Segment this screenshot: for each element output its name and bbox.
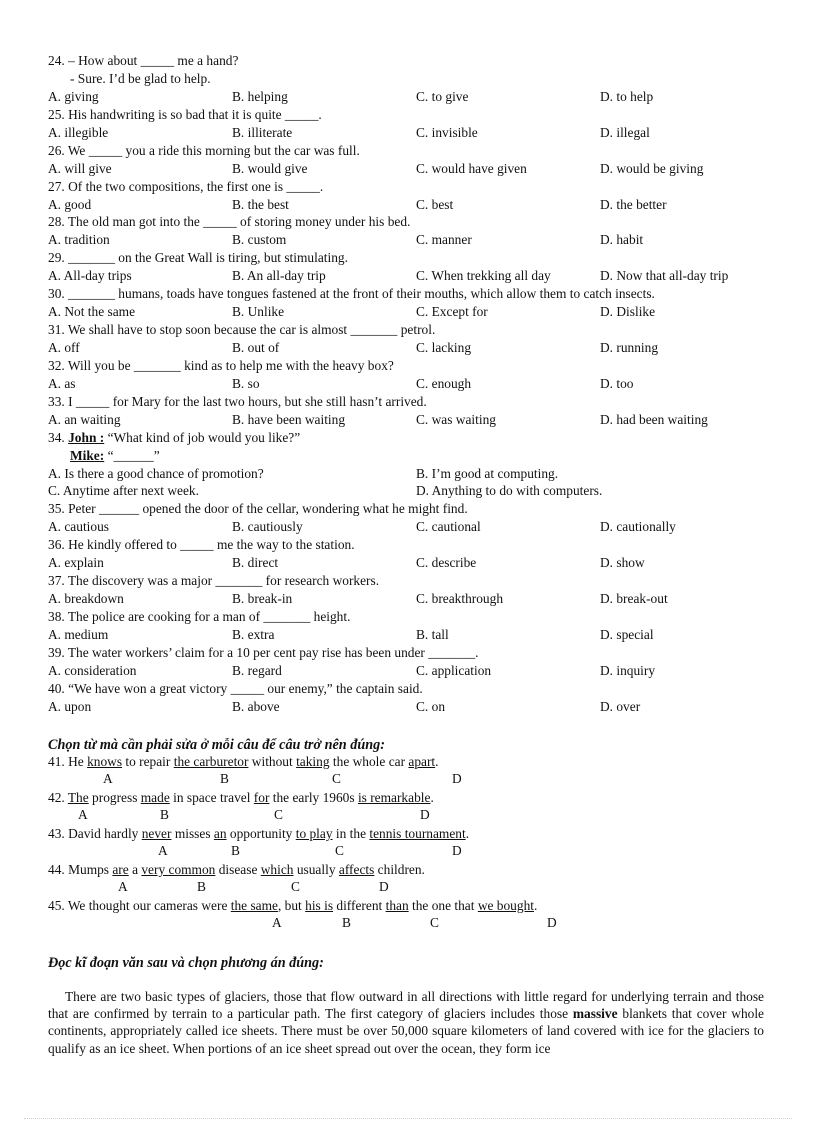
question-34-reply [70, 447, 160, 465]
underlined-option: to play [295, 826, 333, 841]
sentence-text: 42. [48, 790, 68, 805]
underlined-option: the same [230, 898, 278, 913]
option-b: B. illiterate [232, 125, 293, 140]
option-b: B. I’m good at computing. [416, 466, 559, 481]
sentence-text: opportunity [226, 826, 296, 841]
option-c: C. Except for [416, 304, 488, 319]
question-36-stem: 36. He kindly offered to _____ me the way to the station. [48, 537, 355, 552]
reading-passage [48, 988, 764, 1057]
option-a: A. illegible [48, 125, 109, 140]
option-c: B. tall [416, 627, 449, 642]
underlined-option: for [253, 790, 270, 805]
option-b: B. extra [232, 627, 275, 642]
option-c: C. to give [416, 89, 469, 104]
question-37-stem: 37. The discovery was a major _______ for research workers. [48, 573, 380, 588]
question-30-stem: 30. _______ humans, toads have tongues fastened at the front of their mouths, which allow them to catch insects. [48, 286, 655, 301]
sentence-text: the one that [408, 898, 478, 913]
underlined-option: affects [338, 862, 375, 877]
option-a: A. consideration [48, 663, 137, 678]
choice-letter: B [197, 879, 206, 894]
option-a: A. breakdown [48, 591, 124, 606]
speaker-john: John : [68, 430, 105, 445]
option-c: C. Anytime after next week. [48, 483, 199, 498]
page-footer-divider [24, 1118, 792, 1119]
choice-letter: D [452, 843, 462, 858]
option-b: B. have been waiting [232, 412, 346, 427]
option-d: D. break-out [600, 591, 668, 606]
question-34-stem [48, 429, 300, 447]
option-d: D. cautionally [600, 519, 676, 534]
question-38-stem: 38. The police are cooking for a man of _______ height. [48, 609, 351, 624]
error-sentence-42 [48, 789, 434, 807]
underlined-option: an [213, 826, 227, 841]
option-c: C. When trekking all day [416, 268, 551, 283]
option-a: A. medium [48, 627, 109, 642]
choice-letter: D [452, 771, 462, 786]
underlined-option: made [140, 790, 170, 805]
question-40-stem: 40. “We have won a great victory _____ our enemy,” the captain said. [48, 681, 423, 696]
option-a: A. tradition [48, 232, 110, 247]
underlined-option: than [385, 898, 409, 913]
choice-letter: C [291, 879, 300, 894]
option-d: D. illegal [600, 125, 650, 140]
passage-text-start: There are two basic types of glaciers, those that flow outward in all directions with little regard for underlying terrain and those that are confirmed by terrain to a particular path. The first category of glaciers includes those [48, 989, 764, 1022]
sentence-text: different [333, 898, 386, 913]
choice-letter: C [332, 771, 341, 786]
underlined-option: very common [141, 862, 216, 877]
underlined-option: are [112, 862, 129, 877]
sentence-text: to repair [122, 754, 174, 769]
choice-letter: B [231, 843, 240, 858]
option-b: B. the best [232, 197, 289, 212]
choice-letter: B [342, 915, 351, 930]
option-c: C. breakthrough [416, 591, 504, 606]
option-d: D. too [600, 376, 634, 391]
option-b: B. An all-day trip [232, 268, 326, 283]
option-a: A. off [48, 340, 80, 355]
option-b: B. Unlike [232, 304, 285, 319]
underlined-option: is remarkable [357, 790, 431, 805]
option-d: D. to help [600, 89, 654, 104]
option-c: C. best [416, 197, 454, 212]
option-c: C. describe [416, 555, 477, 570]
underlined-option: tennis tournament [369, 826, 466, 841]
sentence-text: . [534, 898, 538, 913]
option-c: C. application [416, 663, 492, 678]
option-b: B. above [232, 699, 280, 714]
question-29-stem: 29. _______ on the Great Wall is tiring, but stimulating. [48, 250, 348, 265]
choice-letter: D [379, 879, 389, 894]
option-a: A. cautious [48, 519, 109, 534]
option-d: D. inquiry [600, 663, 656, 678]
underlined-option: The [67, 790, 89, 805]
sentence-text: in the [332, 826, 370, 841]
question-24-stem: 24. – How about _____ me a hand? [48, 53, 239, 68]
option-a: A. All-day trips [48, 268, 132, 283]
sentence-text: without [248, 754, 297, 769]
option-c: C. lacking [416, 340, 472, 355]
option-d: D. Anything to do with computers. [416, 483, 603, 498]
choice-letter: C [274, 807, 283, 822]
choice-letter: D [547, 915, 557, 930]
choice-letter: C [335, 843, 344, 858]
choice-letter: A [118, 879, 128, 894]
sentence-text: usually [293, 862, 339, 877]
choice-letter: A [158, 843, 168, 858]
option-a: A. upon [48, 699, 92, 714]
sentence-text: . [465, 826, 470, 841]
sentence-text: a [128, 862, 142, 877]
option-c: C. would have given [416, 161, 527, 176]
choice-letter: B [160, 807, 169, 822]
option-a: A. explain [48, 555, 104, 570]
question-number: 34. [48, 430, 65, 445]
option-c: C. manner [416, 232, 472, 247]
sentence-text: disease [215, 862, 261, 877]
option-b: B. cautiously [232, 519, 303, 534]
error-sentence-44 [48, 861, 425, 879]
question-39-stem: 39. The water workers’ claim for a 10 per cent pay rise has been under _______. [48, 645, 479, 660]
question-35-stem: 35. Peter ______ opened the door of the cellar, wondering what he might find. [48, 501, 468, 516]
sentence-text: . [430, 790, 434, 805]
option-b: B. regard [232, 663, 282, 678]
option-b: B. custom [232, 232, 287, 247]
option-a: A. good [48, 197, 92, 212]
option-d: D. habit [600, 232, 644, 247]
option-a: A. as [48, 376, 76, 391]
option-a: A. Is there a good chance of promotion? [48, 466, 264, 481]
option-d: D. running [600, 340, 659, 355]
option-d: D. special [600, 627, 654, 642]
question-28-stem: 28. The old man got into the _____ of storing money under his bed. [48, 214, 411, 229]
passage-text-end: blankets that cover whole continents, appropriately called ice sheets. There must be over 50,000 square kilometers of land covered with ice for the glaciers to qualify as an ice sheet. When portions of an ice sheet spread out over the ocean, they form ice [48, 1006, 764, 1056]
sentence-text: progress [88, 790, 141, 805]
option-b: B. break-in [232, 591, 293, 606]
sentence-text: 44. Mumps [48, 862, 113, 877]
underlined-option: the carburetor [173, 754, 249, 769]
passage-highlighted-word: massive [572, 1006, 618, 1022]
underlined-option: his is [305, 898, 334, 913]
choice-letter: B [220, 771, 229, 786]
option-c: C. was waiting [416, 412, 496, 427]
sentence-text: 41. He [48, 754, 88, 769]
option-b: B. out of [232, 340, 280, 355]
question-31-stem: 31. We shall have to stop soon because the car is almost _______ petrol. [48, 322, 436, 337]
choice-letter: A [78, 807, 88, 822]
option-a: A. giving [48, 89, 99, 104]
john-line: “What kind of job would you like?” [107, 430, 301, 445]
option-d: D. had been waiting [600, 412, 708, 427]
option-c: C. enough [416, 376, 472, 391]
error-sentence-41 [48, 753, 439, 771]
sentence-text: 45. We thought our cameras were [48, 898, 231, 913]
question-24-reply: - Sure. I’d be glad to help. [70, 71, 211, 86]
sentence-text: . [435, 754, 439, 769]
option-c: C. on [416, 699, 446, 714]
sentence-text: 43. David hardly [48, 826, 142, 841]
option-a: A. will give [48, 161, 112, 176]
sentence-text: children. [374, 862, 425, 877]
sentence-text: misses [171, 826, 214, 841]
speaker-mike: Mike: [70, 448, 105, 463]
option-d: D. Dislike [600, 304, 656, 319]
option-d: D. would be giving [600, 161, 704, 176]
question-25-stem: 25. His handwriting is so bad that it is quite _____. [48, 107, 322, 122]
choice-letter: A [272, 915, 282, 930]
underlined-option: never [141, 826, 172, 841]
option-d: D. the better [600, 197, 667, 212]
option-b: B. would give [232, 161, 308, 176]
option-c: C. cautional [416, 519, 481, 534]
choice-letter: C [430, 915, 439, 930]
mike-line: “______” [107, 448, 160, 463]
section-heading-error-identification: Chọn từ mà cần phải sửa ở mỗi câu để câu trở nên đúng: [48, 737, 385, 753]
underlined-option: knows [87, 754, 123, 769]
error-sentence-45 [48, 897, 537, 915]
option-d: D. over [600, 699, 641, 714]
section-heading-reading: Đọc kĩ đoạn văn sau và chọn phương án đúng: [48, 955, 324, 971]
choice-letter: A [103, 771, 113, 786]
option-b: B. so [232, 376, 260, 391]
sentence-text: the early 1960s [269, 790, 358, 805]
option-c: C. invisible [416, 125, 478, 140]
sentence-text: the whole car [329, 754, 409, 769]
option-a: A. an waiting [48, 412, 121, 427]
choice-letter: D [420, 807, 430, 822]
question-26-stem: 26. We _____ you a ride this morning but the car was full. [48, 143, 360, 158]
option-b: B. direct [232, 555, 279, 570]
underlined-option: apart [408, 754, 436, 769]
option-d: D. Now that all-day trip [600, 268, 729, 283]
underlined-option: taking [296, 754, 330, 769]
sentence-text: in space travel [169, 790, 254, 805]
error-sentence-43 [48, 825, 469, 843]
question-33-stem: 33. I _____ for Mary for the last two hours, but she still hasn’t arrived. [48, 394, 427, 409]
option-a: A. Not the same [48, 304, 136, 319]
sentence-text: , but [277, 898, 306, 913]
underlined-option: we bought [477, 898, 534, 913]
option-b: B. helping [232, 89, 288, 104]
question-27-stem: 27. Of the two compositions, the first one is _____. [48, 179, 324, 194]
question-32-stem: 32. Will you be _______ kind as to help me with the heavy box? [48, 358, 394, 373]
option-d: D. show [600, 555, 645, 570]
underlined-option: which [260, 862, 294, 877]
